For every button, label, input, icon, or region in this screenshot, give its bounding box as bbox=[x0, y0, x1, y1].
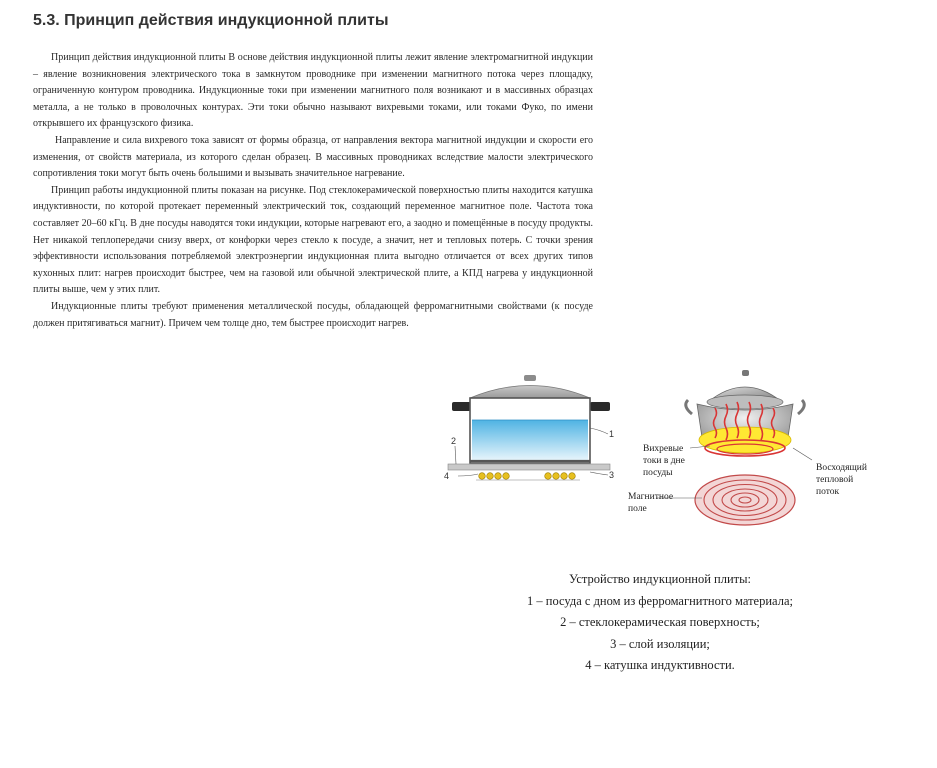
caption-item-2: 2 – стеклокерамическая поверхность; bbox=[560, 615, 760, 629]
label-4: 4 bbox=[444, 471, 450, 481]
paragraph-principle: Принцип действия индукционной плиты В основе действия индукционной плиты лежит явление электромагнитной индукции – явление возникновения электрического тока в замкнутом проводнике при изменении магнитного потока через площадку, ограниченную контуром проводника. Индукционные токи при изменении магнитного поля возникают и в массивных образцах металла, а не только в проволочных контурах. Эти токи обычно называют вихревыми токами, или токами Фуко, по имени открывшего их французского физика. bbox=[33, 52, 593, 130]
label-3: 3 bbox=[609, 470, 615, 480]
caption-item-3: 3 – слой изоляции; bbox=[610, 636, 710, 651]
label-heat-flow-line2: тепловой bbox=[816, 475, 854, 485]
label-eddy-currents-line3: посуды bbox=[643, 468, 673, 478]
caption-item-4: 4 – катушка индуктивности. bbox=[585, 658, 735, 672]
article-body bbox=[33, 50, 593, 332]
label-1: 1 bbox=[609, 429, 615, 439]
induction-3d-illustration bbox=[628, 370, 867, 525]
paragraph-cookware: Индукционные плиты требуют применения металлической посуды, обладающей ферромагнитными свойствами (к посуде должен притягиваться магнит). Причем чем толще дно, тем быстрее происходит нагрев. bbox=[33, 300, 593, 329]
label-eddy-currents-line2: токи в дне bbox=[643, 456, 685, 466]
cross-section-diagram bbox=[444, 375, 614, 481]
page-title: 5.3. Принцип действия индукционной плиты bbox=[33, 12, 389, 29]
paragraph-eddy-currents: Направление и сила вихревого тока зависят от формы образца, от направления вектора магнитной индукции и скорости его изменения, от свойств материала, из которого сделан образец. В массивных проводниках вследствие малости электрического сопротивления токи могут быть очень большими и вызывать значительное нагревание. bbox=[33, 134, 593, 180]
label-magnetic-field-line1: Магнитное bbox=[628, 492, 674, 502]
label-heat-flow-line1: Восходящий bbox=[816, 463, 867, 473]
label-heat-flow-line3: поток bbox=[816, 487, 840, 497]
induction-cooker-figure bbox=[440, 368, 910, 540]
paragraph-operation: Принцип работы индукционной плиты показан на рисунке. Под стеклокерамической поверхностью плиты находится катушка индуктивности, по которой протекает переменный электрический ток, создающий переменное магнитное поле. Частота тока составляет 20–60 кГц. В дне посуды наводятся токи индукции, которые нагревают его, а заодно и помещённые в посуду продукты. Нет никакой теплопередачи снизу вверх, от конфорки через стекло к посуде, а значит, нет и тепловых потерь. С точки зрения эффективности использования потребляемой электроэнергии индукционная плита выгодно отличается от всех других типов кухонных плит: нагрев происходит быстрее, чем на газовой или обычной электрической плите, а КПД нагрева у индукционной плиты выше, чем у этих плит. bbox=[33, 184, 593, 296]
figure-caption bbox=[470, 569, 850, 677]
label-2: 2 bbox=[451, 436, 457, 446]
caption-item-1: 1 – посуда с дном из ферромагнитного материала; bbox=[527, 593, 793, 608]
label-eddy-currents-line1: Вихревые bbox=[643, 444, 684, 454]
caption-title: Устройство индукционной плиты: bbox=[569, 572, 751, 586]
label-magnetic-field-line2: поле bbox=[628, 504, 647, 514]
